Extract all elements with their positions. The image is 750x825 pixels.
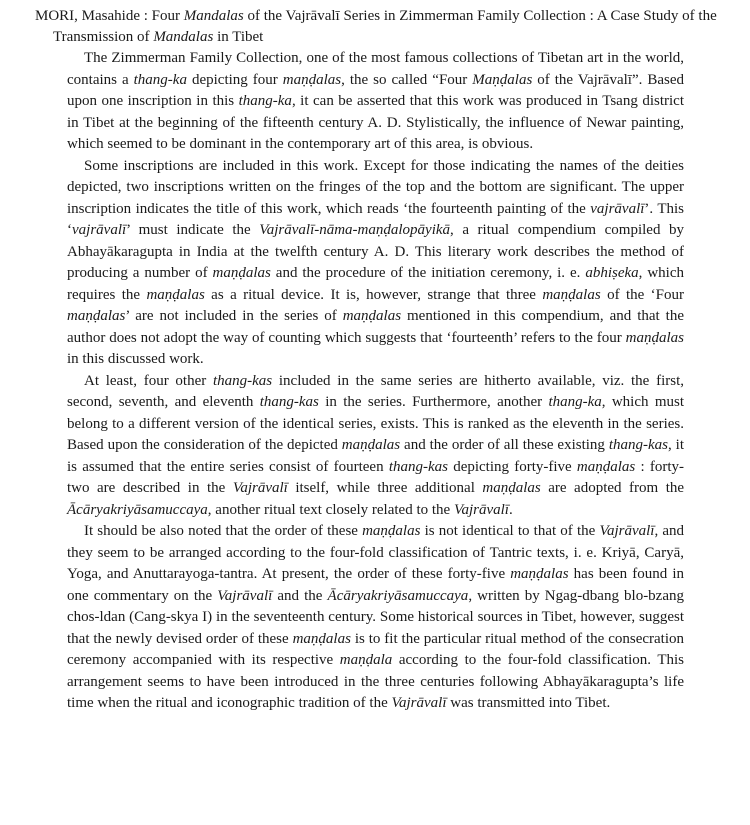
text-run: , it is assumed that the entire series consist of fourteen [67,437,684,475]
italic-term: thang-kas [259,394,319,410]
text-run: At least, four other [84,372,213,389]
italic-term: Ācāryakriyāsamuccaya [327,587,469,604]
text-run: included in the same series are hitherto available, viz. the first, second, seventh, and eleventh [67,372,684,410]
italic-term: maṇḍalas [542,286,601,303]
italic-term: maṇḍalas [341,437,401,453]
paragraph-3 [67,371,684,522]
text-run: of the Vajrāvalī”. Based upon one inscription in this [67,71,685,109]
italic-term: maṇḍalas [292,630,351,647]
text-run: , and they seem to be arranged according to the four-fold classification of Tantric texts, i. e. Kriyā, Caryā, Yoga, and Anuttarayoga-tantra. At present, the order of these forty-five [67,523,684,582]
text-run: , a ritual compendium compiled by Abhayākaragupta in India at the twelfth century A. D. This literary work describes the method of producing a number of [67,222,685,281]
italic-term: maṇḍalas [342,308,402,324]
text-run: is not identical to that of the [420,523,600,539]
italic-term: maṇḍalas [282,71,342,88]
italic-term: thang-ka [133,71,187,88]
italic-term: maṇḍalas [576,458,636,475]
italic-term: Vajrāvalī [453,501,509,518]
text-run: of the Vajrāvalī Series in Zimmerman Family Collection : A Case Study of the Transmission of [53,8,717,45]
text-run: . [508,501,513,518]
text-run: MORI, Masahide : Four [35,8,184,24]
text-run: in Tibet [213,29,264,45]
italic-term: maṇḍalas [625,329,684,346]
italic-term: thang-kas [388,458,448,475]
italic-term: Vajrāvalī [599,523,655,539]
text-run: according to the four-fold classification. This arrangement seems to have been introduced in the three centuries following Abhayākaragupta’s life time when the ritual and iconographic tradition of the [67,652,684,711]
text-run: in this discussed work. [67,351,204,367]
italic-term: Ācāryakriyāsamuccaya [67,501,208,518]
text-run: as a ritual device. It is, however, strange that three [204,286,543,303]
text-run: The Zimmerman Family Collection, one of the most famous collections of Tibetan art in the world, contains a [67,50,684,88]
text-run: in the series. Furthermore, another [318,394,549,410]
text-run: , which requires the [67,265,684,303]
text-run: ’ must indicate the [126,222,260,238]
italic-term: thang-ka [548,394,602,410]
italic-term: Vajrāvalī [217,587,273,604]
text-run: ’. This ‘ [67,200,684,238]
text-run: ’ are not included in the series of [125,308,343,324]
italic-term: vajrāvalī [590,200,645,217]
paragraph-2 [67,156,684,371]
text-run: , another ritual text closely related to the [207,501,454,518]
italic-term: Vajrāvalī [232,480,288,496]
article-title [35,6,750,48]
italic-term: Vajrāvalī [391,695,447,711]
italic-term: maṇḍalas [146,286,205,303]
text-run: are adopted from the [540,480,685,496]
text-run: It should be also noted that the order of these [84,523,363,539]
italic-term: abhiṣeka [585,265,639,281]
italic-term: maṇḍalas [482,480,541,496]
italic-term: Mandalas [153,29,214,45]
italic-term: maṇḍala [339,652,393,668]
italic-term: vajrāvalī [72,222,127,238]
text-run: , written by Ngag-dbang blo-bzang chos-ldan (Cang-skya I) in the seventeenth century. Some historical sources in Tibet, however, suggest that the newly devised order of these [67,587,685,647]
paragraph-4 [67,521,684,715]
text-run: and the order of all these existing [400,437,609,453]
text-run: of the ‘Four [600,286,685,303]
text-run: depicting four [186,71,283,88]
italic-term: maṇḍalas [67,308,126,324]
text-run: is to fit the particular ritual method of the consecration ceremony accompanied with its respective [67,630,684,668]
text-run: , it can be asserted that this work was produced in Tsang district in Tibet at the beginning of the fifteenth century A. D. Stylistically, the influence of Newar painting, which seemed to be dominant in the contemporary art of this area, is obvious. [67,93,684,152]
text-run: was transmitted into Tibet. [446,695,611,711]
text-run: and the procedure of the initiation ceremony, i. e. [270,265,586,281]
text-run: , which must belong to a different version of the identical series, exists. This is ranked as the eleventh in the series. Based upon the consideration of the depicted [67,394,684,453]
italic-term: maṇḍalas [212,265,271,281]
text-run: : forty-two are described in the [67,458,684,496]
text-run: mentioned in this compendium, and that the author does not adopt the way of counting which suggests that ‘fourteenth’ refers to the four [67,308,684,346]
italic-term: maṇḍalas [362,523,421,539]
italic-term: maṇḍalas [510,566,569,582]
italic-term: Mandalas [183,8,244,24]
paragraph-1 [67,48,684,156]
article-body [67,48,684,715]
text-run: has been found in one commentary on the [67,566,684,604]
italic-term: thang-kas [608,437,668,453]
text-run: , the so called “Four [341,71,473,88]
text-run: itself, while three additional [287,480,483,496]
italic-term: thang-ka [238,93,292,109]
text-run: Some inscriptions are included in this work. Except for those indicating the names of the deities depicted, two inscriptions written on the fringes of the top and the bottom are significant. The upper inscription indicates the title of this work, which reads ‘the fourteenth painting of the [67,157,684,217]
text-run: depicting forty-five [447,458,577,475]
italic-term: Maṇḍalas [472,71,533,88]
text-run: and the [272,587,328,604]
italic-term: Vajrāvalī-nāma-maṇḍalopāyikā [259,222,451,238]
italic-term: thang-kas [212,372,273,389]
